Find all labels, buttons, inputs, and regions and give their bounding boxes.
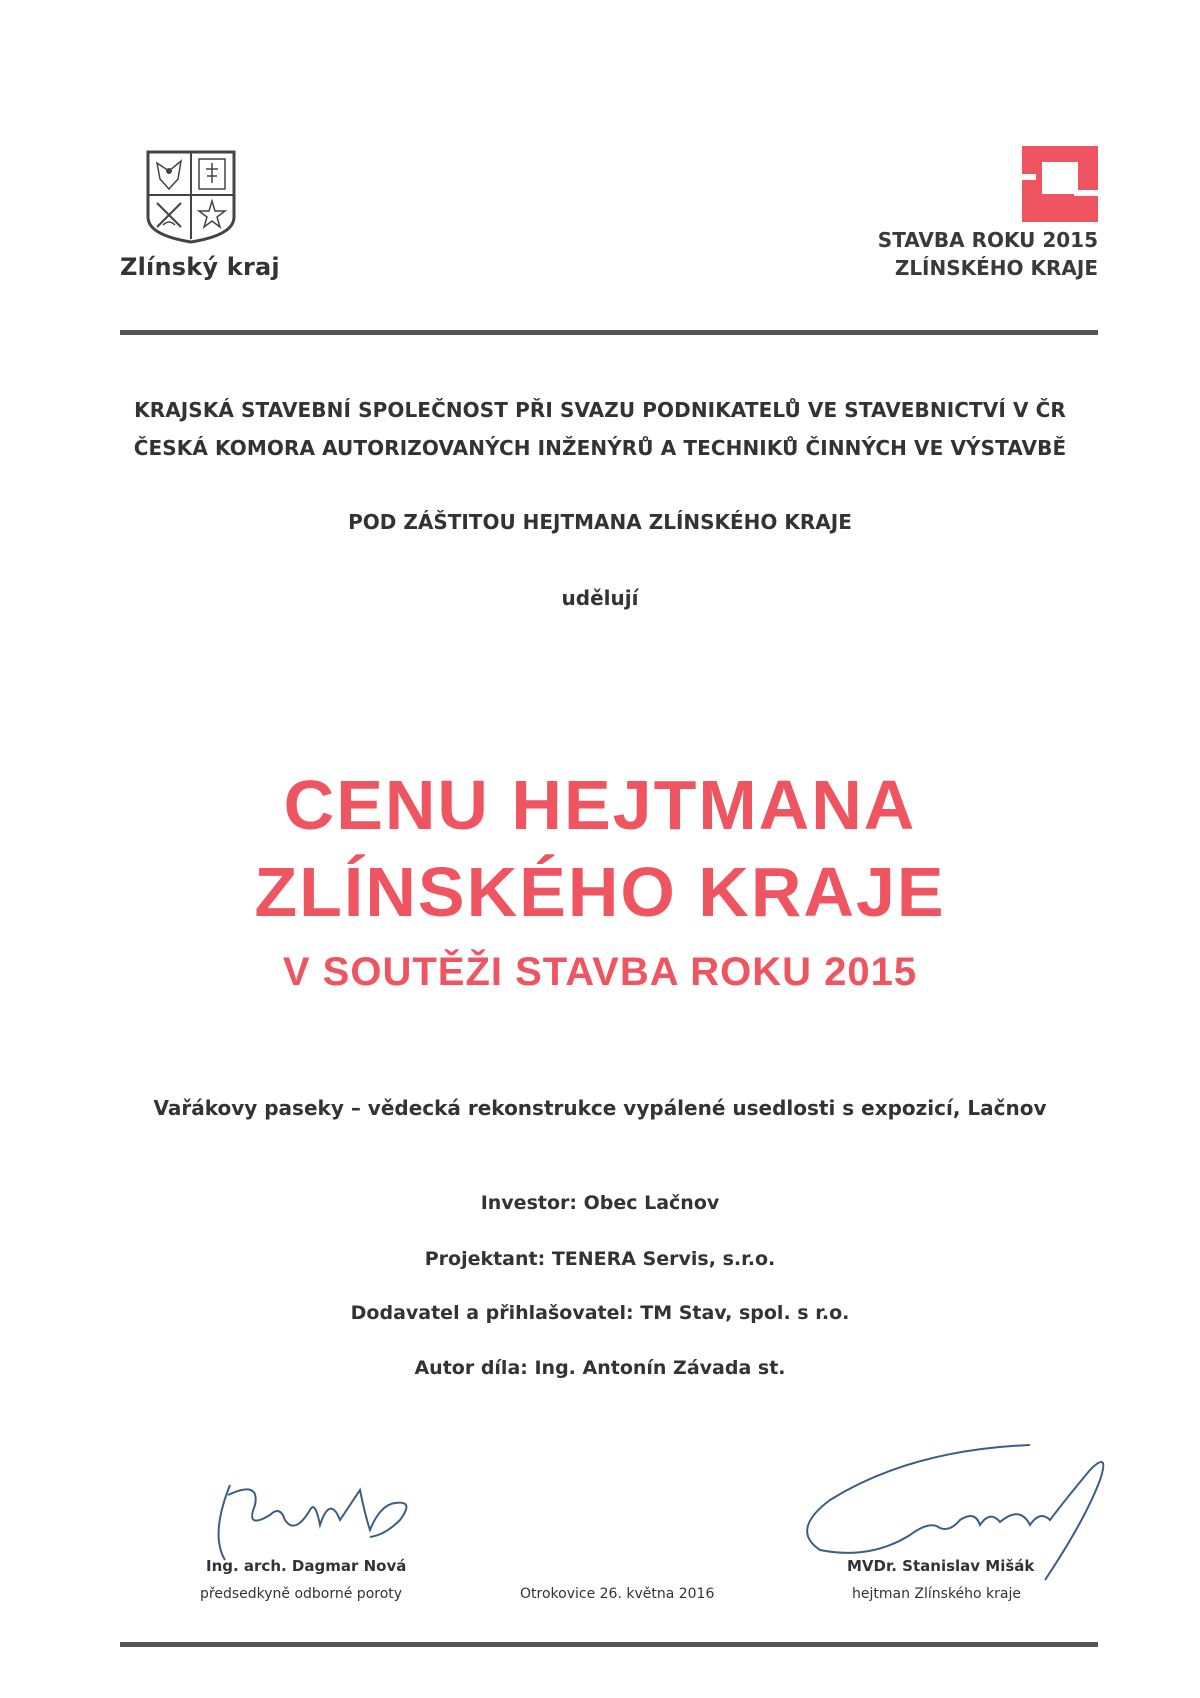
award-heading-line2: ZLÍNSKÉHO KRAJE xyxy=(254,853,946,931)
left-signatory-role: předsedkyně odborné poroty xyxy=(200,1586,403,1602)
investor-line: Investor: Obec Lačnov xyxy=(480,1192,720,1214)
patronage-line: POD ZÁŠTITOU HEJTMANA ZLÍNSKÉHO KRAJE xyxy=(348,510,852,534)
organizer-line-2: ČESKÁ KOMORA AUTORIZOVANÝCH INŽENÝRŮ A TECHNIKŮ ČINNÝCH VE VÝSTAVBĚ xyxy=(133,436,1067,460)
author-line: Autor díla: Ing. Antonín Závada st. xyxy=(414,1357,786,1379)
organizer-line-1: KRAJSKÁ STAVEBNÍ SPOLEČNOST PŘI SVAZU PODNIKATELŮ VE STAVEBNICTVÍ V ČR xyxy=(134,398,1066,422)
grant-verb: udělují xyxy=(561,586,639,610)
region-name: Zlínský kraj xyxy=(120,253,280,281)
stavba-roku-logo-icon xyxy=(1022,146,1098,222)
right-signatory-role: hejtman Zlínského kraje xyxy=(852,1586,1021,1602)
award-title-line1: STAVBA ROKU 2015 xyxy=(877,228,1098,252)
project-name: Vařákovy paseky – vědecká rekonstrukce vypálené usedlosti s expozicí, Lačnov xyxy=(153,1096,1047,1120)
coat-of-arms-icon xyxy=(145,149,237,244)
bottom-divider xyxy=(120,1642,1098,1647)
supplier-line: Dodavatel a přihlašovatel: TM Stav, spol. s r.o. xyxy=(350,1302,850,1324)
top-divider xyxy=(120,330,1098,335)
place-and-date: Otrokovice 26. května 2016 xyxy=(520,1586,715,1602)
right-signatory-name: MVDr. Stanislav Mišák xyxy=(847,1557,1035,1575)
award-heading-line1: CENU HEJTMANA xyxy=(283,766,917,844)
left-signature xyxy=(200,1475,430,1565)
award-subheading: V SOUTĚŽI STAVBA ROKU 2015 xyxy=(282,950,918,994)
award-title-line2: ZLÍNSKÉHO KRAJE xyxy=(894,256,1098,280)
designer-line: Projektant: TENERA Servis, s.r.o. xyxy=(424,1248,776,1270)
left-signatory-name: Ing. arch. Dagmar Nová xyxy=(206,1557,407,1575)
